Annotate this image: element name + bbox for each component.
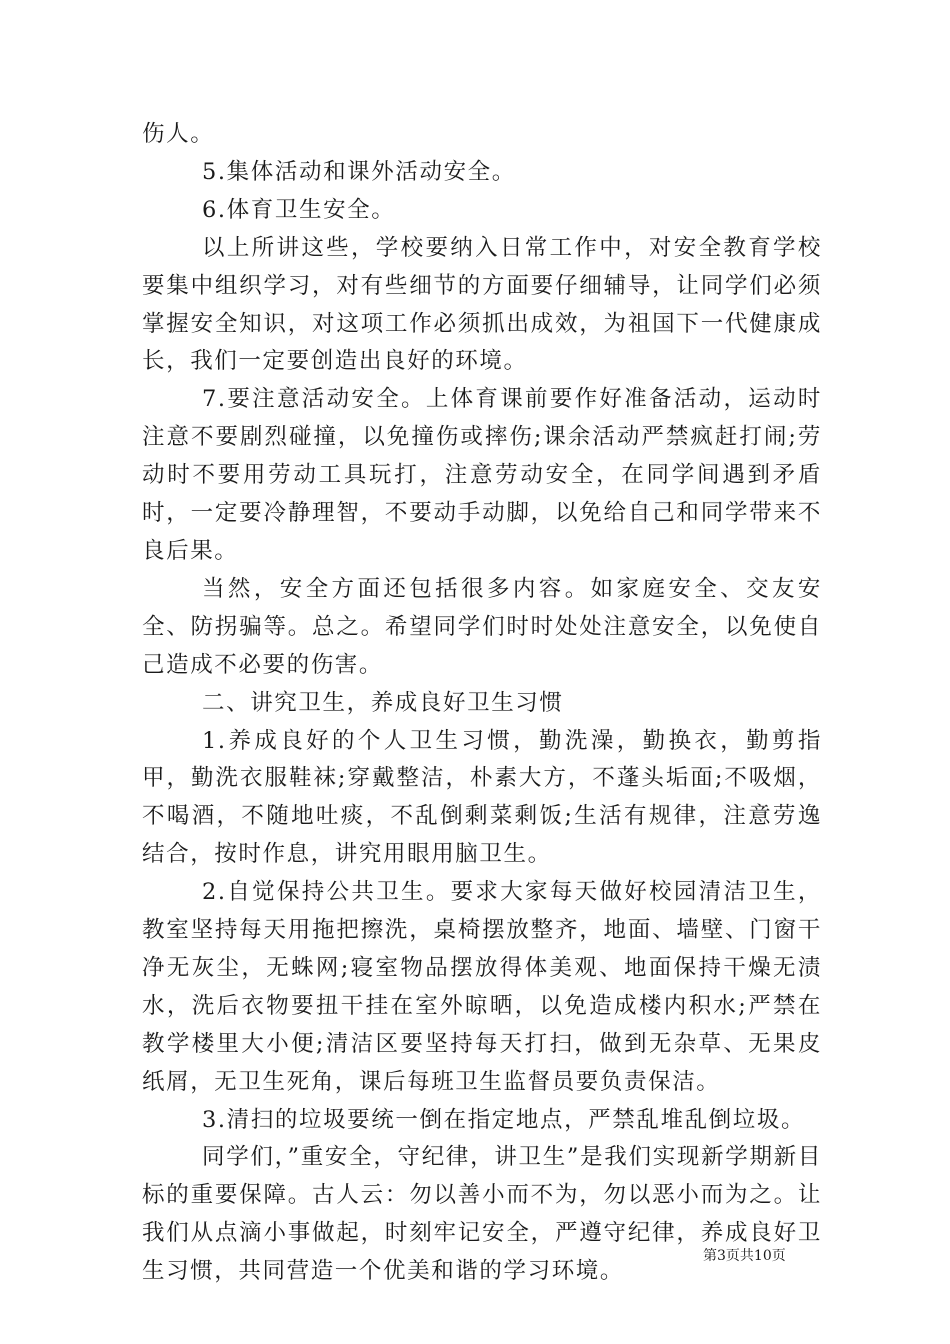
paragraph: 1.养成良好的个人卫生习惯，勤洗澡，勤换衣，勤剪指甲，勤洗衣服鞋袜;穿戴整洁，朴素大方，不蓬头垢面;不吸烟，不喝酒，不随地吐痰，不乱倒剩菜剩饭;生活有规律，注意劳逸结合，按时作息，讲究用眼用脑卫生。 xyxy=(142,727,822,868)
section-heading: 二、讲究卫生，养成良好卫生习惯 xyxy=(202,689,564,716)
paragraph: 以上所讲这些，学校要纳入日常工作中，对安全教育学校要集中组织学习，对有些细节的方面要仔细辅导，让同学们必须掌握安全知识，对这项工作必须抓出成效，为祖国下一代健康成长，我们一定要创造出良好的环境。 xyxy=(142,234,822,375)
paragraph: 6.体育卫生安全。 xyxy=(202,196,396,223)
page-number: 第3页共10页 xyxy=(703,1248,786,1264)
paragraph: 3.清扫的垃圾要统一倒在指定地点，严禁乱堆乱倒垃圾。 xyxy=(202,1106,806,1133)
paragraph: 伤人。 xyxy=(142,121,215,147)
paragraph: 2.自觉保持公共卫生。要求大家每天做好校园清洁卫生，教室坚持每天用拖把擦洗，桌椅摆放整齐，地面、墙壁、门窗干净无灰尘，无蛛网;寝室物品摆放得体美观、地面保持干燥无渍水，洗后衣物要扭干挂在室外晾晒，以免造成楼内积水;严禁在教学楼里大小便;清洁区要坚持每天打扫，做到无杂草、无果皮纸屑，无卫生死角，课后每班卫生监督员要负责保洁。 xyxy=(142,879,822,1095)
document-body xyxy=(142,116,822,1291)
paragraph: 5.集体活动和课外活动安全。 xyxy=(202,158,516,185)
paragraph: 当然，安全方面还包括很多内容。如家庭安全、交友安全、防拐骗等。总之。希望同学们时时处处注意安全，以免使自己造成不必要的伤害。 xyxy=(142,575,822,678)
paragraph: 7.要注意活动安全。上体育课前要作好准备活动，运动时注意不要剧烈碰撞，以免撞伤或摔伤;课余活动严禁疯赶打闹;劳动时不要用劳动工具玩打，注意劳动安全，在同学间遇到矛盾时，一定要冷静理智，不要动手动脚，以免给自己和同学带来不良后果。 xyxy=(142,386,822,564)
paragraph: 同学们，”重安全，守纪律，讲卫生”是我们实现新学期新目标的重要保障。古人云：勿以善小而不为，勿以恶小而为之。让我们从点滴小事做起，时刻牢记安全，严遵守纪律，养成良好卫生习惯，共同营造一个优美和谐的学习环境。 xyxy=(142,1144,822,1285)
